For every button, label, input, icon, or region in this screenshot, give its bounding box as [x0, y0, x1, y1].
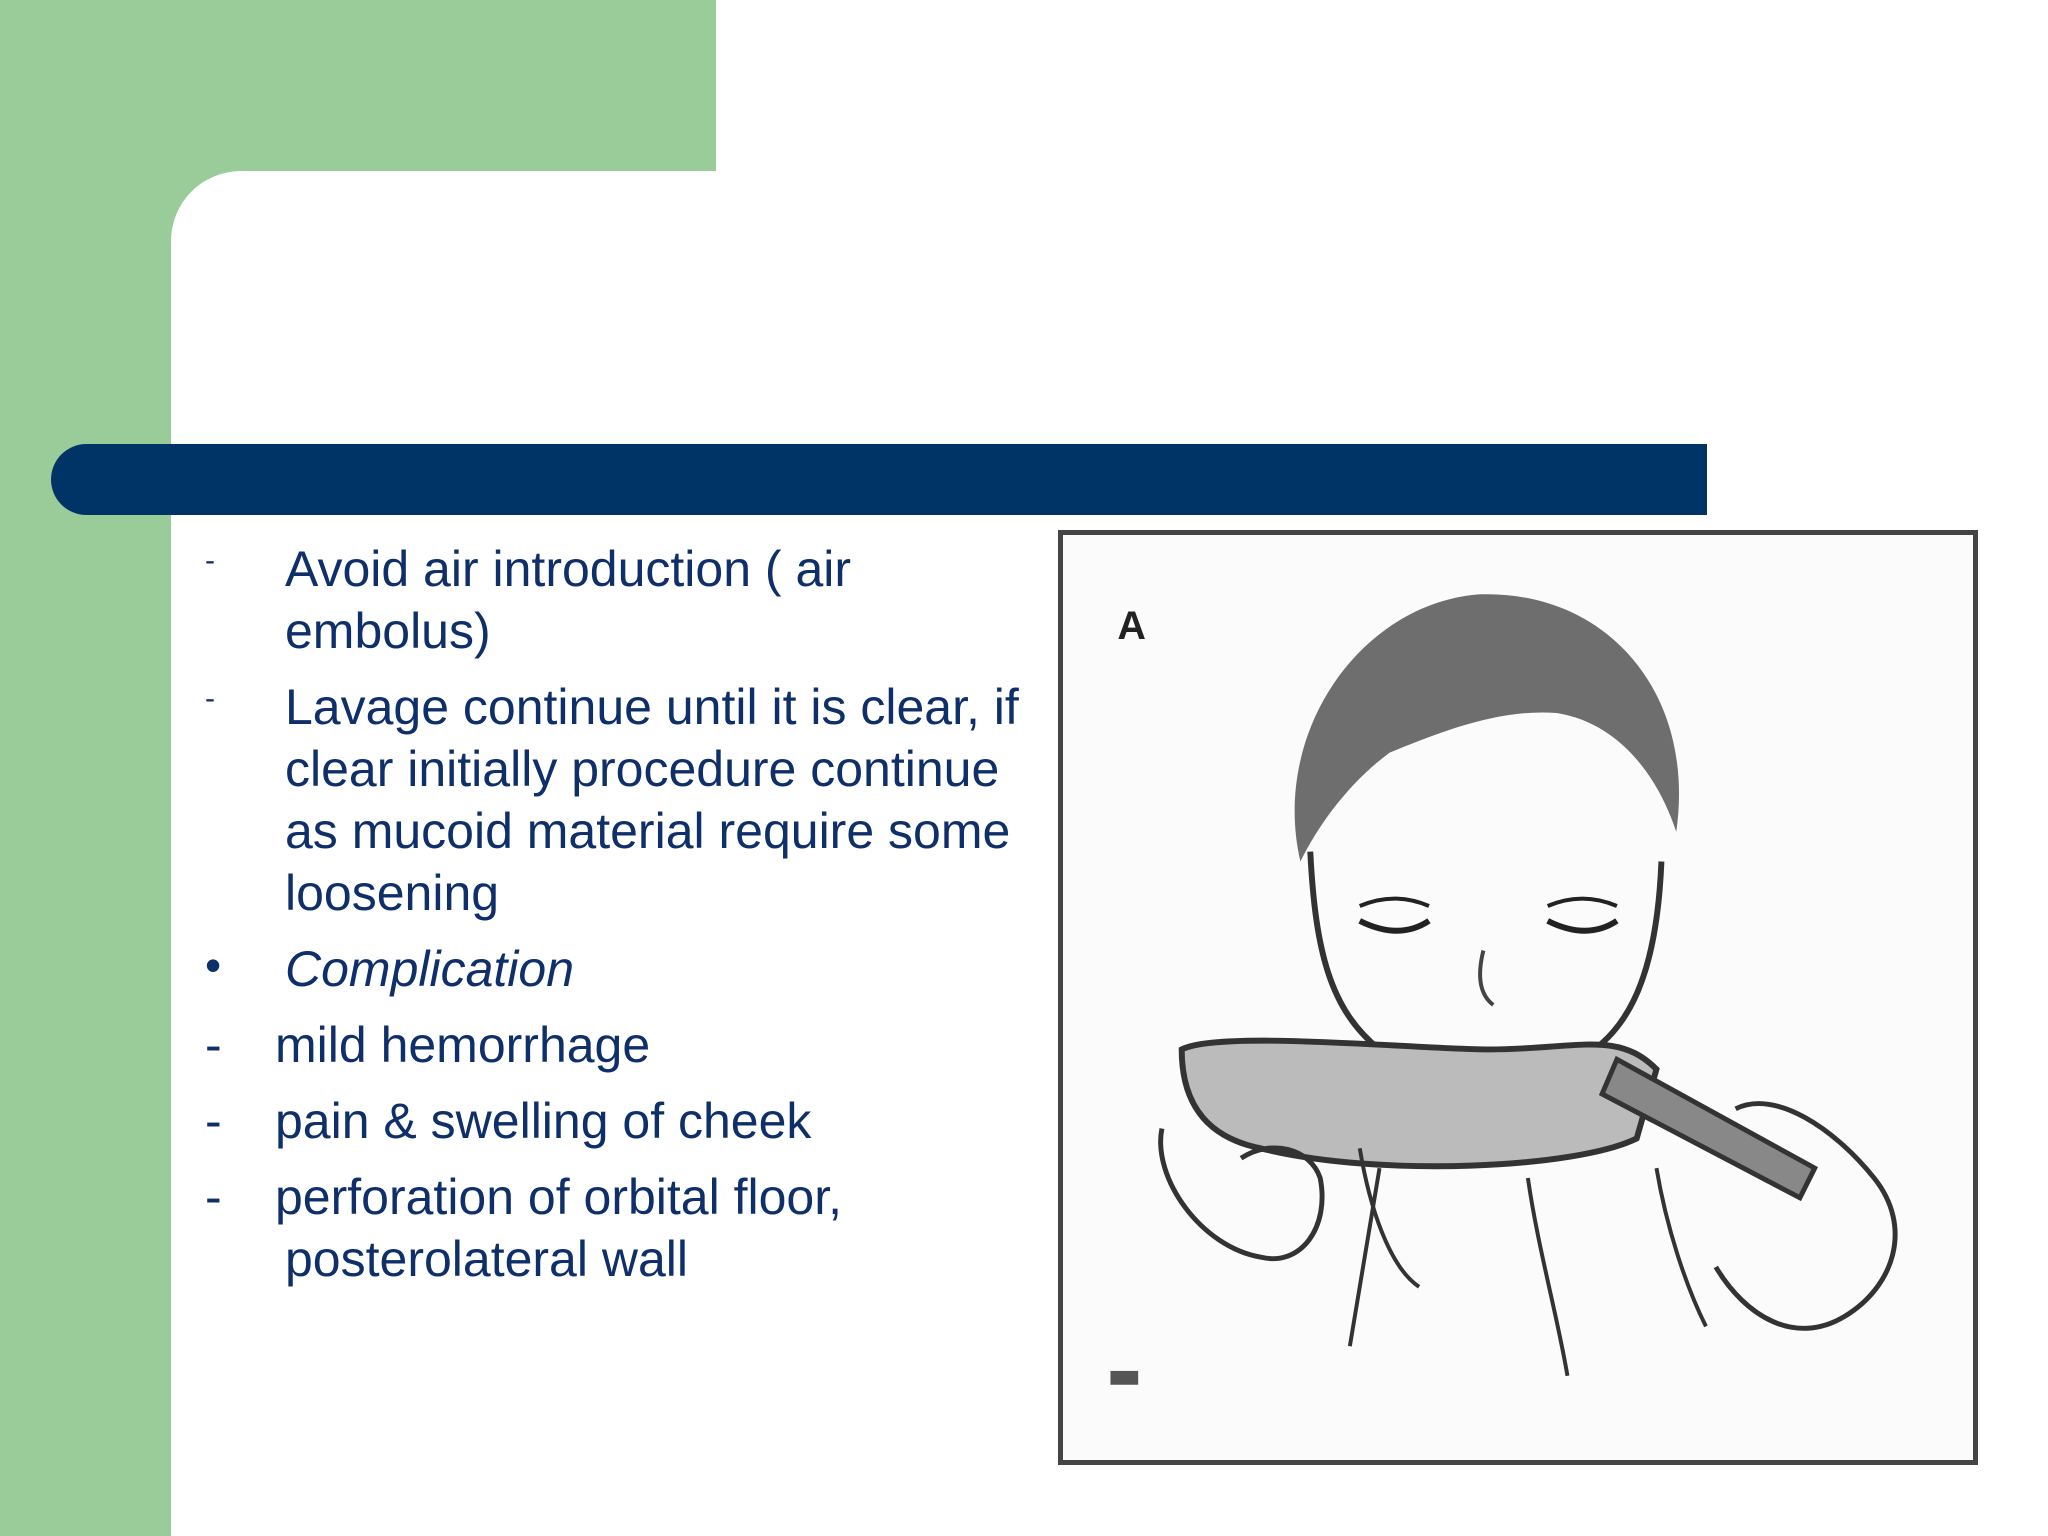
list-item-heading [205, 938, 1035, 1000]
list-item-text: mild hemorrhage [275, 1017, 651, 1073]
left-eyelid [1360, 899, 1429, 906]
bullet-list [205, 538, 1035, 1304]
illustration-frame [1058, 530, 1978, 1465]
neck-line [1350, 1168, 1380, 1346]
dash-marker: - [205, 1017, 222, 1073]
dash-marker: - [205, 1169, 222, 1225]
dash-marker: - [205, 544, 215, 577]
hand-stroke [1360, 1148, 1419, 1286]
figure-label: A [1117, 603, 1146, 648]
nose [1480, 951, 1493, 1005]
basin-shape [1182, 1041, 1657, 1167]
sinus-lavage-illustration [1063, 535, 1973, 1460]
right-eye-icon [1548, 921, 1617, 931]
left-eye-icon [1360, 921, 1429, 931]
list-item [205, 538, 1035, 662]
list-item [205, 676, 1035, 924]
list-item-text: Avoid air introduction ( air embolus) [285, 541, 852, 659]
list-item-continuation: posterolateral wall [285, 1231, 688, 1287]
list-item-text: pain & swelling of cheek [275, 1093, 812, 1149]
hand-stroke [1656, 1168, 1705, 1326]
list-item [205, 1090, 1035, 1152]
title-bar [51, 444, 1707, 515]
bullet-marker: • [205, 939, 222, 991]
dash-marker: - [205, 1093, 222, 1149]
list-item [205, 1166, 1035, 1290]
complication-heading: Complication [285, 941, 575, 997]
list-item [205, 1014, 1035, 1076]
list-item-text: Lavage continue until it is clear, if clear initially procedure continue as mucoid material require some loosening [285, 679, 1019, 921]
neck-line [1528, 1178, 1568, 1376]
dash-marker: - [205, 682, 215, 715]
right-eyelid [1548, 899, 1617, 906]
hair-shape [1295, 594, 1679, 861]
list-item-text: perforation of orbital floor, [275, 1169, 842, 1225]
corner-mark [1110, 1371, 1138, 1385]
